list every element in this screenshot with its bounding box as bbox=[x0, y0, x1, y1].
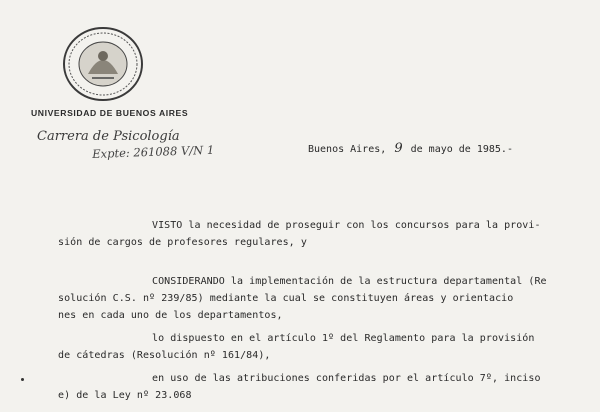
margin-dot bbox=[21, 378, 24, 381]
body-line: sión de cargos de profesores regulares, y bbox=[58, 237, 307, 248]
body-line: solución C.S. nº 239/85) mediante la cual se constituyen áreas y orientacio bbox=[58, 293, 514, 304]
date-rest: de mayo de 1985.- bbox=[410, 144, 513, 155]
body-line: nes en cada uno de los departamentos, bbox=[58, 310, 283, 321]
date-line bbox=[308, 141, 513, 156]
body-line: de cátedras (Resolución nº 161/84), bbox=[58, 350, 271, 361]
department-handwritten: Carrera de Psicología bbox=[37, 129, 180, 144]
date-day-handwritten: 9 bbox=[394, 141, 403, 156]
body-line: e) de la Ley nº 23.068 bbox=[58, 390, 192, 401]
date-city: Buenos Aires, bbox=[308, 144, 387, 155]
body-line: VISTO la necesidad de proseguir con los concursos para la provi- bbox=[152, 220, 541, 231]
body-line: lo dispuesto en el artículo 1º del Reglamento para la provisión bbox=[152, 333, 535, 344]
file-number-handwritten: Expte: 261088 V/N 1 bbox=[92, 142, 215, 161]
university-name: UNIVERSIDAD DE BUENOS AIRES bbox=[31, 108, 189, 118]
body-line: en uso de las atribuciones conferidas por el artículo 7º, inciso bbox=[152, 373, 541, 384]
university-seal-icon bbox=[62, 26, 144, 102]
body-line: CONSIDERANDO la implementación de la estructura departamental (Re bbox=[152, 276, 547, 287]
